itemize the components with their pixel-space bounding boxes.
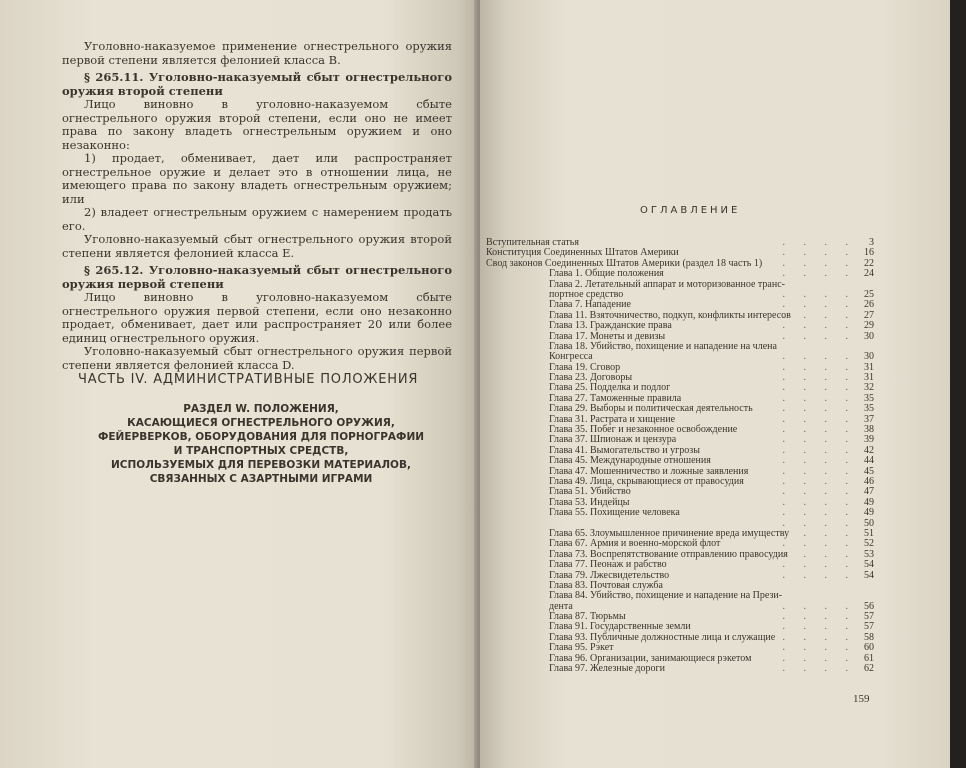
toc-entry-page: 50 bbox=[864, 517, 874, 529]
toc-leader-dots: . . . . bbox=[782, 372, 856, 384]
toc-entry-title: Глава 55. Похищение человека bbox=[549, 507, 680, 519]
toc-entry-title: Глава 95. Рэкет bbox=[549, 642, 614, 654]
toc-entry-title: Глава 47. Мошенничество и ложные заявления bbox=[549, 465, 749, 477]
left-page-text bbox=[62, 40, 452, 372]
toc-entry-page: 61 bbox=[864, 652, 874, 664]
toc-entry-title: Глава 17. Монеты и девизы bbox=[549, 330, 666, 342]
toc-entry-page: 16 bbox=[864, 247, 874, 259]
section-heading: § 265.12. Уголовно-наказуемый сбыт огнестрельного оружия первой степени bbox=[62, 263, 452, 291]
toc-leader-dots: . . . . bbox=[782, 237, 856, 248]
toc-entry-page: 57 bbox=[864, 611, 874, 623]
toc-entry bbox=[486, 664, 874, 674]
toc-entry-page: 60 bbox=[864, 642, 874, 654]
toc-leader-dots: . . . . bbox=[782, 268, 856, 280]
toc-leader-dots: . . . . bbox=[782, 257, 856, 269]
toc-entry-page: 51 bbox=[864, 527, 874, 539]
paragraph: Лицо виновно в уголовно-наказуемом сбыте огнестрельного оружия первой степени, если оно незаконно продает, обменивает, дает или распространяет 20 или более единиц огнестрельного оружия. bbox=[62, 290, 452, 345]
paragraph: Уголовно-наказуемый сбыт огнестрельного оружия второй степени является фелонией класса Е. bbox=[62, 232, 452, 260]
toc-leader-dots: . . . . bbox=[782, 288, 856, 300]
toc-entry-title: Глава 1. Общие положения bbox=[549, 268, 664, 280]
toc-leader-dots: . . . . bbox=[782, 527, 856, 539]
toc-leader-dots: . . . . bbox=[782, 444, 856, 456]
toc-entry-page: 35 bbox=[864, 392, 874, 404]
toc-entry-page: 54 bbox=[864, 569, 874, 581]
toc-leader-dots: . . . . bbox=[782, 538, 856, 550]
paragraph: Уголовно-наказуемое применение огнестрельного оружия первой степени является фелонией класса В. bbox=[62, 39, 452, 67]
toc-entry-page: 32 bbox=[864, 382, 874, 394]
toc-entry-title: Глава 97. Железные дороги bbox=[549, 663, 665, 675]
toc-leader-dots: . . . . bbox=[782, 434, 856, 446]
toc-entry-title: Глава 51. Убийство bbox=[549, 486, 631, 498]
toc-entry-page: 30 bbox=[864, 351, 874, 363]
toc-leader-dots: . . . . bbox=[782, 496, 856, 508]
toc-entry-title: Глава 2. Летательный аппарат и моторизованное транс- bbox=[549, 278, 785, 290]
toc-entry bbox=[486, 560, 874, 570]
toc-entry-page: 25 bbox=[864, 288, 874, 300]
toc-entry-title: Конгресса bbox=[549, 351, 593, 363]
toc-entry-page: 42 bbox=[864, 444, 874, 456]
toc-leader-dots: . . . . bbox=[782, 652, 856, 664]
section-heading: § 265.11. Уголовно-наказуемый сбыт огнестрельного оружия второй степени bbox=[62, 70, 452, 98]
toc-entry-page: 38 bbox=[864, 424, 874, 436]
toc-entry-title: Свод законов Соединенных Штатов Америки (раздел 18 часть 1) bbox=[486, 257, 763, 269]
section-title-line: ФЕЙЕРВЕРКОВ, ОБОРУДОВАНИЯ ДЛЯ ПОРНОГРАФИИ bbox=[97, 431, 425, 443]
toc-entry-title: Глава 53. Индейцы bbox=[549, 496, 630, 508]
toc-entry-title: Глава 96. Организации, занимающиеся рэкетом bbox=[549, 652, 752, 664]
toc-entry-page: 58 bbox=[864, 631, 874, 643]
toc-entry-title: Конституция Соединенных Штатов Америки bbox=[486, 247, 679, 259]
toc-entry-page: 62 bbox=[864, 663, 874, 675]
toc-entry-page: 49 bbox=[864, 507, 874, 519]
toc-entry-title: Глава 93. Публичные должностные лица и служащие bbox=[549, 631, 776, 643]
toc-entry-title: Глава 11. Взяточничество, подкуп, конфликты интересов bbox=[549, 309, 791, 321]
toc-entry-page: 27 bbox=[864, 309, 874, 321]
toc-leader-dots: . . . . bbox=[782, 548, 856, 560]
toc-entry-title: Глава 29. Выборы и политическая деятельность bbox=[549, 403, 753, 415]
toc-entry-title: Глава 35. Побег и незаконное освобождение bbox=[549, 424, 738, 436]
toc-entry-title: Глава 37. Шпионаж и цензура bbox=[549, 434, 677, 446]
toc-entry-title: Глава 77. Пеонаж и рабство bbox=[549, 559, 667, 571]
toc-entry-page: 53 bbox=[864, 548, 874, 560]
toc-entry-page: 56 bbox=[864, 600, 874, 612]
toc-leader-dots: . . . . bbox=[782, 507, 856, 519]
toc-leader-dots: . . . . bbox=[782, 486, 856, 498]
toc-entry-page: 30 bbox=[864, 330, 874, 342]
toc-leader-dots: . . . . bbox=[782, 413, 856, 425]
toc-entry-page: 52 bbox=[864, 538, 874, 550]
toc-entry-title: дента bbox=[549, 600, 573, 612]
toc-leader-dots: . . . . bbox=[782, 424, 856, 436]
toc-entry bbox=[486, 269, 874, 279]
section-title-line: СВЯЗАННЫХ С АЗАРТНЫМИ ИГРАМИ bbox=[149, 473, 373, 485]
toc-entry bbox=[486, 508, 874, 518]
toc-leader-dots: . . . . bbox=[782, 569, 856, 581]
toc-leader-dots: . . . . bbox=[782, 392, 856, 404]
toc-entry-page: 31 bbox=[864, 361, 874, 373]
toc-entry-page: 26 bbox=[864, 299, 874, 311]
toc-leader-dots: . . . . bbox=[782, 455, 856, 467]
toc-leader-dots: . . . . bbox=[782, 465, 856, 477]
toc-leader-dots: . . . . bbox=[782, 320, 856, 332]
toc-entry-title: Глава 31. Растрата и хищение bbox=[549, 413, 676, 425]
toc-entry-title: Вступительная статья bbox=[486, 237, 579, 248]
section-title-line: КАСАЮЩИЕСЯ ОГНЕСТРЕЛЬНОГО ОРУЖИЯ, bbox=[127, 417, 395, 429]
toc-leader-dots: . . . . bbox=[782, 403, 856, 415]
toc-entry-title: Глава 19. Сговор bbox=[549, 361, 621, 373]
toc-entry-page: 57 bbox=[864, 621, 874, 633]
toc-heading: ОГЛАВЛЕНИЕ bbox=[640, 205, 741, 216]
toc-leader-dots: . . . . bbox=[782, 475, 856, 487]
toc-entry-title: Глава 67. Армия и военно-морской флот bbox=[549, 538, 721, 550]
toc-entry-page: 54 bbox=[864, 559, 874, 571]
toc-entry-title: Глава 84. Убийство, похищение и нападение на Прези- bbox=[549, 590, 783, 602]
toc-entry-title: Глава 83. Почтовая служба bbox=[549, 579, 663, 591]
toc-entry-title: Глава 7. Нападение bbox=[549, 299, 631, 311]
toc-entry-title: портное средство bbox=[549, 288, 624, 300]
toc-entry-page: 46 bbox=[864, 475, 874, 487]
toc-entry-title: Глава 87. Тюрьмы bbox=[549, 611, 626, 623]
toc-entry-title: Глава 91. Государственные земли bbox=[549, 621, 691, 633]
toc-entry-title: Глава 73. Воспрепятствование отправлению правосудия bbox=[549, 548, 788, 560]
toc-entry-page: 22 bbox=[864, 257, 874, 269]
paragraph: Уголовно-наказуемый сбыт огнестрельного оружия первой степени является фелонией класса D. bbox=[62, 344, 452, 372]
section-title-line: И ТРАНСПОРТНЫХ СРЕДСТВ, bbox=[173, 445, 349, 457]
paragraph: 1) продает, обменивает, дает или распространяет огнестрельное оружие и делает это в отношении лица, не имеющего права по закону владеть огнестрельным оружием; или bbox=[62, 151, 452, 206]
toc-entry-title: Глава 79. Лжесвидетельство bbox=[549, 569, 670, 581]
toc-entry-page: 44 bbox=[864, 455, 874, 467]
section-title-line: ИСПОЛЬЗУЕМЫХ ДЛЯ ПЕРЕВОЗКИ МАТЕРИАЛОВ, bbox=[111, 459, 411, 471]
toc-leader-dots: . . . . bbox=[782, 517, 856, 529]
toc-leader-dots: . . . . bbox=[782, 663, 856, 675]
toc-entry-page: 3 bbox=[869, 237, 874, 248]
toc-entry bbox=[486, 321, 874, 331]
toc-entry-page: 47 bbox=[864, 486, 874, 498]
toc-entry-title: Глава 41. Вымогательство и угрозы bbox=[549, 444, 700, 456]
page-edge-shadow bbox=[950, 0, 966, 768]
toc-entry-page: 49 bbox=[864, 496, 874, 508]
toc-leader-dots: . . . . bbox=[782, 611, 856, 623]
toc-entry-title: Глава 27. Таможенные правила bbox=[549, 392, 682, 404]
toc-entry-page: 24 bbox=[864, 268, 874, 280]
toc-leader-dots: . . . . bbox=[782, 600, 856, 612]
paragraph: 2) владеет огнестрельным оружием с намерением продать его. bbox=[62, 205, 452, 233]
toc-entry-title: Глава 65. Злоумышленное причинение вреда имуществу bbox=[549, 527, 790, 539]
section-title bbox=[96, 402, 426, 486]
toc-leader-dots: . . . . bbox=[782, 299, 856, 311]
toc-entry-page: 45 bbox=[864, 465, 874, 477]
section-title-line: РАЗДЕЛ W. ПОЛОЖЕНИЯ, bbox=[183, 403, 339, 415]
toc-entry-title: Глава 23. Договоры bbox=[549, 372, 633, 384]
toc-leader-dots: . . . . bbox=[782, 247, 856, 259]
toc-entry-title: Глава 13. Гражданские права bbox=[549, 320, 672, 332]
toc-entry-page: 29 bbox=[864, 320, 874, 332]
toc-leader-dots: . . . . bbox=[782, 559, 856, 571]
toc-entry-page: 35 bbox=[864, 403, 874, 415]
toc-leader-dots: . . . . bbox=[782, 631, 856, 643]
toc-entry-page: 37 bbox=[864, 413, 874, 425]
toc-entry-page: 39 bbox=[864, 434, 874, 446]
page-number: 159 bbox=[853, 693, 870, 705]
part-title: ЧАСТЬ IV. АДМИНИСТРАТИВНЫЕ ПОЛОЖЕНИЯ bbox=[78, 372, 419, 387]
toc-leader-dots: . . . . bbox=[782, 351, 856, 363]
toc-entry-title: Глава 25. Подделка и подлог bbox=[549, 382, 671, 394]
toc-entry bbox=[486, 571, 874, 581]
toc-leader-dots: . . . . bbox=[782, 330, 856, 342]
paragraph: Лицо виновно в уголовно-наказуемом сбыте огнестрельного оружия второй степени, если оно не имеет права по закону владеть огнестрельным оружием и оно незаконно: bbox=[62, 97, 452, 152]
toc-leader-dots: . . . . bbox=[782, 309, 856, 321]
toc-leader-dots: . . . . bbox=[782, 642, 856, 654]
toc-entry-title: Глава 49. Лица, скрывающиеся от правосудия bbox=[549, 475, 744, 487]
toc-entry-page: 31 bbox=[864, 372, 874, 384]
toc-leader-dots: . . . . bbox=[782, 361, 856, 373]
toc-leader-dots: . . . . bbox=[782, 621, 856, 633]
toc-leader-dots: . . . . bbox=[782, 382, 856, 394]
toc-entry-title: Глава 45. Международные отношения bbox=[549, 455, 711, 467]
table-of-contents bbox=[486, 238, 874, 674]
toc-entry-title: Глава 18. Убийство, похищение и нападение на члена bbox=[549, 340, 777, 352]
